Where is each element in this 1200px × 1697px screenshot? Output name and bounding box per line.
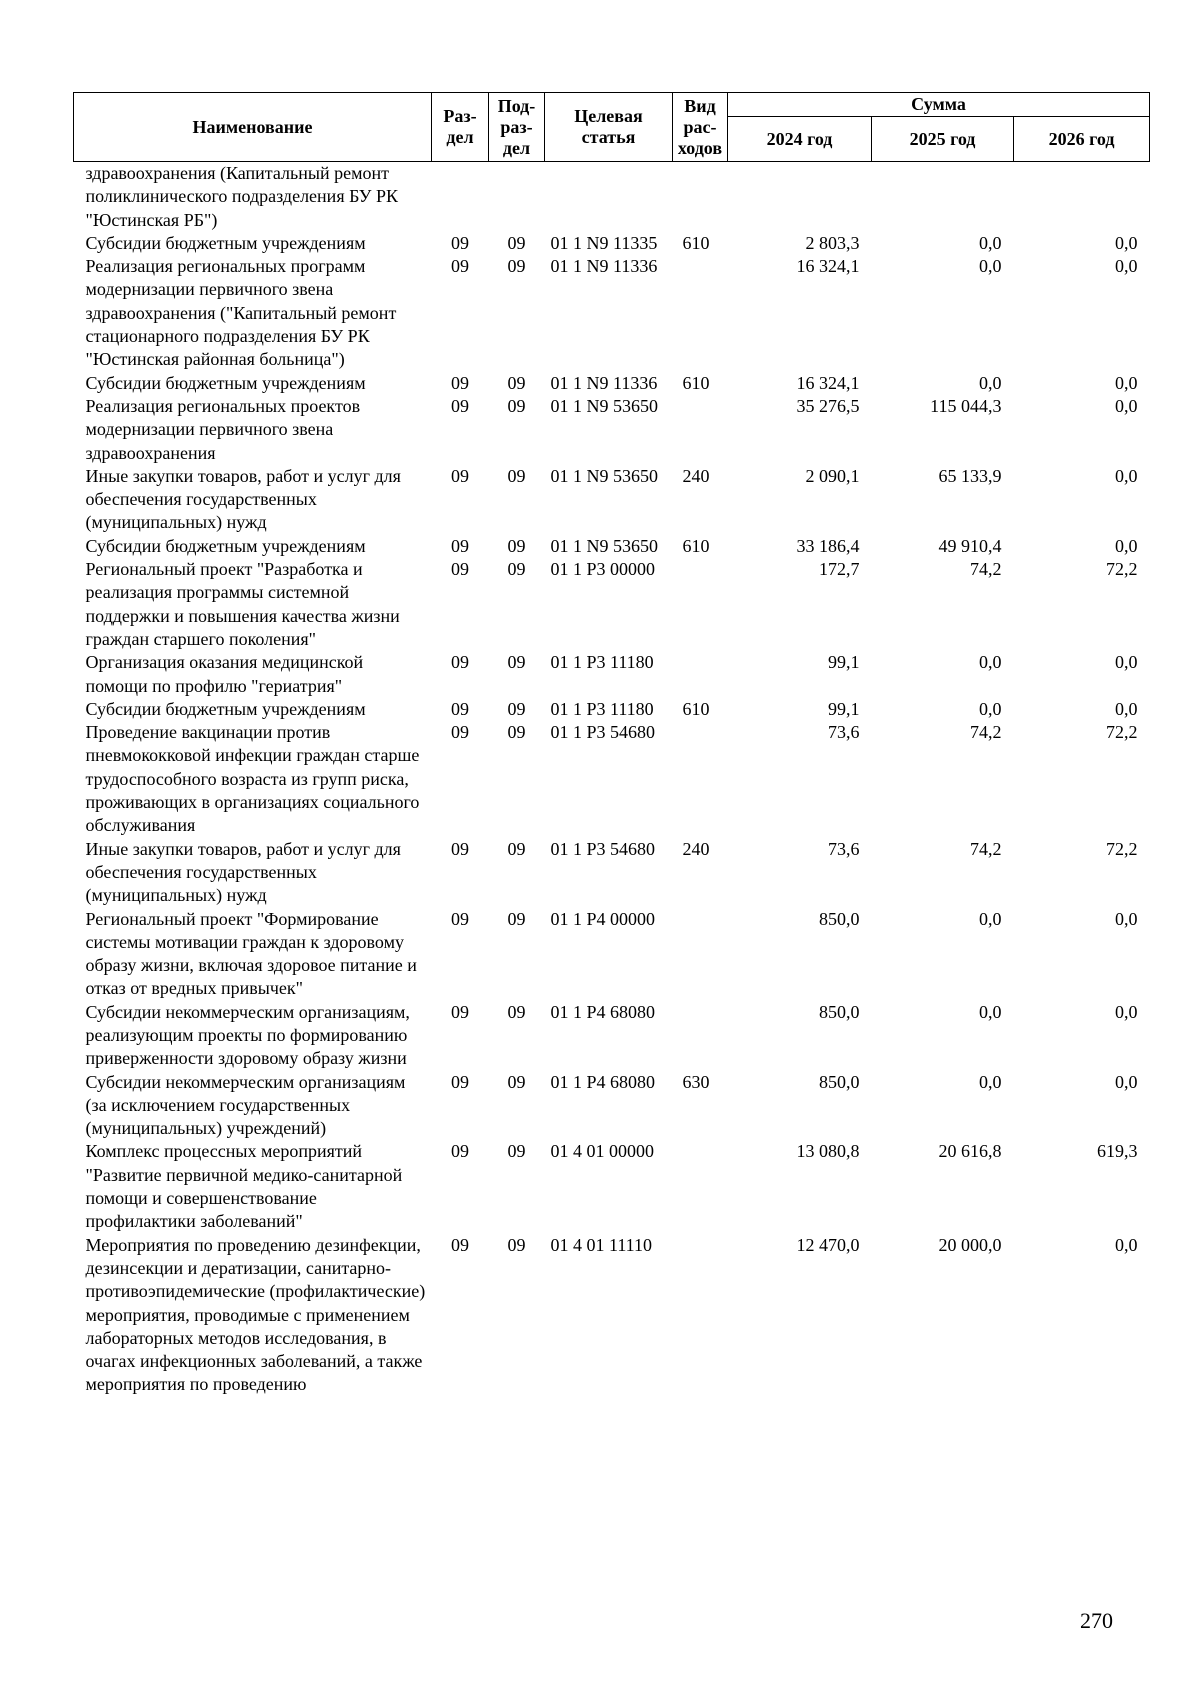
table-row xyxy=(74,395,1150,465)
row-vid-rashodov: 610 xyxy=(682,698,710,719)
header-year-2025: 2025 год xyxy=(872,117,1014,162)
row-sum-2024: 16 324,1 xyxy=(796,372,860,393)
header-razdel: Раз- дел xyxy=(432,93,489,162)
row-vid-rashodov xyxy=(673,651,728,698)
row-podrazdel: 09 xyxy=(507,256,526,277)
row-sum-2026: 0,0 xyxy=(1115,535,1138,556)
row-razdel: 09 xyxy=(451,722,469,743)
row-podrazdel: 09 xyxy=(507,1071,526,1092)
row-podrazdel: 09 xyxy=(507,395,526,416)
table-row xyxy=(74,162,1150,232)
row-sum-2026: 72,2 xyxy=(1106,838,1138,859)
row-sum-2025: 0,0 xyxy=(979,698,1002,719)
row-sum-2025: 0,0 xyxy=(979,372,1002,393)
row-celevaya-statya: 01 1 P4 68080 xyxy=(550,1001,656,1022)
header-vid-rashodov: Вид рас- ходов xyxy=(673,93,728,162)
row-sum-2024: 172,7 xyxy=(819,559,860,580)
row-name: Субсидии некоммерческим организациям, реализующим проекты по формированию приверженности здоровому образу жизни xyxy=(85,1001,410,1069)
row-celevaya-statya: 01 1 N9 53650 xyxy=(550,465,658,486)
row-sum-2025: 0,0 xyxy=(979,232,1002,253)
row-sum-2026: 0,0 xyxy=(1115,1001,1138,1022)
row-vid-rashodov: 610 xyxy=(682,372,710,393)
row-sum-2025: 0,0 xyxy=(979,1071,1002,1092)
row-sum-2026: 0,0 xyxy=(1115,465,1138,486)
row-podrazdel: 09 xyxy=(507,232,526,253)
row-name: Реализация региональных проектов модернизации первичного звена здравоохранения xyxy=(85,395,361,463)
table-row xyxy=(74,838,1150,908)
row-name: Иные закупки товаров, работ и услуг для обеспечения государственных (муниципальных) нужд xyxy=(85,838,401,906)
row-podrazdel: 09 xyxy=(507,372,526,393)
row-razdel: 09 xyxy=(451,1141,469,1162)
header-summa: Сумма xyxy=(728,93,1150,117)
row-razdel: 09 xyxy=(451,232,469,253)
row-sum-2026: 0,0 xyxy=(1115,256,1138,277)
row-name: Комплекс процессных мероприятий "Развитие первичной медико-санитарной помощи и совершенствование профилактики заболеваний" xyxy=(85,1141,403,1232)
row-name: Субсидии некоммерческим организациям (за исключением государственных (муниципальных) учреждений) xyxy=(85,1071,406,1139)
row-podrazdel: 09 xyxy=(507,652,526,673)
row-name: Субсидии бюджетным учреждениям xyxy=(85,232,366,253)
row-razdel: 09 xyxy=(451,698,469,719)
row-name: Мероприятия по проведению дезинфекции, дезинсекции и дератизации, санитарно-противоэпидемические (профилактические) мероприятия, проводимые с применением лабораторных методов исследования, в очагах инфекционных заболеваний, а также мероприятия по проведению xyxy=(85,1234,426,1395)
row-sum-2026: 619,3 xyxy=(1097,1141,1138,1162)
row-razdel: 09 xyxy=(451,256,469,277)
row-name: Субсидии бюджетным учреждениям xyxy=(85,372,366,393)
row-podrazdel: 09 xyxy=(507,465,526,486)
row-celevaya-statya: 01 1 N9 11336 xyxy=(550,372,658,393)
row-podrazdel xyxy=(489,162,545,232)
row-name: Реализация региональных программ модернизации первичного звена здравоохранения ("Капитальный ремонт стационарного подразделения БУ РК "Юстинская районная больница") xyxy=(85,256,397,370)
row-sum-2025: 0,0 xyxy=(979,908,1002,929)
table-row xyxy=(74,558,1150,651)
row-celevaya-statya: 01 1 P4 68080 xyxy=(550,1071,656,1092)
row-celevaya-statya: 01 1 N9 53650 xyxy=(550,535,658,556)
row-name: здравоохранения (Капитальный ремонт поликлинического подразделения БУ РК "Юстинская РБ") xyxy=(85,163,399,230)
row-razdel: 09 xyxy=(451,535,469,556)
row-vid-rashodov xyxy=(673,1140,728,1233)
row-vid-rashodov xyxy=(673,255,728,371)
row-podrazdel: 09 xyxy=(507,1001,526,1022)
row-sum-2026: 0,0 xyxy=(1115,1234,1138,1255)
row-sum-2025: 74,2 xyxy=(970,722,1002,743)
row-celevaya-statya: 01 1 P3 54680 xyxy=(550,838,656,859)
row-vid-rashodov xyxy=(673,721,728,837)
row-sum-2025: 115 044,3 xyxy=(930,395,1002,416)
row-sum-2024: 2 090,1 xyxy=(805,465,860,486)
row-podrazdel: 09 xyxy=(507,838,526,859)
table-row xyxy=(74,1001,1150,1071)
table-header xyxy=(74,93,1150,162)
row-podrazdel: 09 xyxy=(507,1141,526,1162)
row-razdel xyxy=(432,162,489,232)
row-razdel: 09 xyxy=(451,908,469,929)
row-vid-rashodov xyxy=(673,1001,728,1071)
row-celevaya-statya: 01 1 P3 11180 xyxy=(550,698,654,719)
row-vid-rashodov: 630 xyxy=(682,1071,710,1092)
row-vid-rashodov: 610 xyxy=(682,535,710,556)
row-sum-2026: 0,0 xyxy=(1115,395,1138,416)
row-vid-rashodov: 240 xyxy=(682,838,710,859)
row-celevaya-statya: 01 1 P4 00000 xyxy=(550,908,656,929)
row-sum-2025: 74,2 xyxy=(970,838,1002,859)
row-sum-2026: 0,0 xyxy=(1115,1071,1138,1092)
row-sum-2026: 0,0 xyxy=(1115,652,1138,673)
row-podrazdel: 09 xyxy=(507,535,526,556)
row-sum-2024: 35 276,5 xyxy=(796,395,860,416)
row-sum-2025: 20 000,0 xyxy=(938,1234,1002,1255)
row-podrazdel: 09 xyxy=(507,559,526,580)
row-sum-2024: 850,0 xyxy=(819,1071,860,1092)
row-sum-2024 xyxy=(728,162,872,232)
table-row xyxy=(74,1140,1150,1233)
row-sum-2025: 0,0 xyxy=(979,256,1002,277)
row-name: Региональный проект "Разработка и реализация программы системной поддержки и повышения качества жизни граждан старшего поколения" xyxy=(85,559,400,649)
row-podrazdel: 09 xyxy=(507,722,526,743)
row-razdel: 09 xyxy=(451,1071,469,1092)
row-razdel: 09 xyxy=(451,559,469,580)
row-razdel: 09 xyxy=(451,838,469,859)
row-name: Организация оказания медицинской помощи по профилю "гериатрия" xyxy=(85,652,364,696)
row-razdel: 09 xyxy=(451,395,469,416)
row-sum-2024: 73,6 xyxy=(828,838,860,859)
row-razdel: 09 xyxy=(451,1001,469,1022)
row-celevaya-statya: 01 1 N9 11335 xyxy=(550,232,658,253)
row-sum-2024: 16 324,1 xyxy=(796,256,860,277)
row-celevaya-statya: 01 1 P3 11180 xyxy=(550,652,654,673)
row-sum-2025 xyxy=(872,162,1014,232)
row-vid-rashodov xyxy=(673,162,728,232)
row-sum-2025: 0,0 xyxy=(979,1001,1002,1022)
table-row xyxy=(74,651,1150,698)
row-vid-rashodov xyxy=(673,1234,728,1397)
header-year-2024: 2024 год xyxy=(728,117,872,162)
row-name: Региональный проект "Формирование системы мотивации граждан к здоровому образу жизни, включая здоровое питание и отказ от вредных привычек" xyxy=(85,908,417,999)
row-sum-2025: 65 133,9 xyxy=(938,465,1002,486)
row-razdel: 09 xyxy=(451,1234,469,1255)
table-row xyxy=(74,535,1150,558)
table-row xyxy=(74,1234,1150,1397)
row-sum-2024: 99,1 xyxy=(828,652,860,673)
table-row xyxy=(74,255,1150,371)
row-celevaya-statya: 01 1 N9 53650 xyxy=(550,395,658,416)
row-sum-2025: 20 616,8 xyxy=(938,1141,1002,1162)
row-sum-2026: 72,2 xyxy=(1106,559,1138,580)
row-sum-2025: 74,2 xyxy=(970,559,1002,580)
table-row xyxy=(74,465,1150,535)
row-sum-2026: 0,0 xyxy=(1115,698,1138,719)
row-celevaya-statya: 01 4 01 11110 xyxy=(550,1234,652,1255)
row-celevaya-statya: 01 1 N9 11336 xyxy=(550,256,658,277)
row-sum-2024: 2 803,3 xyxy=(805,232,860,253)
table-row xyxy=(74,232,1150,255)
row-sum-2026: 0,0 xyxy=(1115,908,1138,929)
row-sum-2024: 13 080,8 xyxy=(796,1141,860,1162)
row-sum-2026: 0,0 xyxy=(1115,232,1138,253)
header-year-2026: 2026 год xyxy=(1014,117,1150,162)
row-celevaya-statya xyxy=(545,162,673,232)
table-row xyxy=(74,908,1150,1001)
row-razdel: 09 xyxy=(451,652,469,673)
row-sum-2024: 850,0 xyxy=(819,1001,860,1022)
row-sum-2025: 49 910,4 xyxy=(938,535,1002,556)
table-row xyxy=(74,698,1150,721)
header-name: Наименование xyxy=(74,93,432,162)
header-celevaya-statya: Целевая статья xyxy=(545,93,673,162)
row-name: Субсидии бюджетным учреждениям xyxy=(85,698,366,719)
table-body xyxy=(74,162,1150,1397)
budget-page xyxy=(73,92,1149,1397)
row-sum-2024: 73,6 xyxy=(828,722,860,743)
row-podrazdel: 09 xyxy=(507,1234,526,1255)
row-sum-2026 xyxy=(1014,162,1150,232)
header-podrazdel: Под- раз- дел xyxy=(489,93,545,162)
table-row xyxy=(74,372,1150,395)
row-sum-2024: 12 470,0 xyxy=(796,1234,860,1255)
row-podrazdel: 09 xyxy=(507,908,526,929)
row-sum-2024: 33 186,4 xyxy=(796,535,860,556)
row-celevaya-statya: 01 1 P3 54680 xyxy=(550,722,656,743)
row-name: Проведение вакцинации против пневмококковой инфекции граждан старше трудоспособного возраста из групп риска, проживающих в организациях социального обслуживания xyxy=(85,722,420,836)
row-razdel: 09 xyxy=(451,465,469,486)
table-row xyxy=(74,1071,1150,1141)
row-sum-2024: 99,1 xyxy=(828,698,860,719)
row-sum-2024: 850,0 xyxy=(819,908,860,929)
row-sum-2025: 0,0 xyxy=(979,652,1002,673)
row-celevaya-statya: 01 1 P3 00000 xyxy=(550,559,656,580)
budget-table xyxy=(73,92,1150,1397)
row-name: Субсидии бюджетным учреждениям xyxy=(85,535,366,556)
row-sum-2026: 72,2 xyxy=(1106,722,1138,743)
row-vid-rashodov xyxy=(673,395,728,465)
row-vid-rashodov xyxy=(673,558,728,651)
page-number: 270 xyxy=(1080,1608,1113,1633)
row-sum-2026: 0,0 xyxy=(1115,372,1138,393)
row-celevaya-statya: 01 4 01 00000 xyxy=(550,1141,654,1162)
table-row xyxy=(74,721,1150,837)
row-vid-rashodov xyxy=(673,908,728,1001)
row-vid-rashodov: 610 xyxy=(682,232,710,253)
row-name: Иные закупки товаров, работ и услуг для обеспечения государственных (муниципальных) нужд xyxy=(85,465,401,533)
row-podrazdel: 09 xyxy=(507,698,526,719)
row-vid-rashodov: 240 xyxy=(682,465,710,486)
row-razdel: 09 xyxy=(451,372,469,393)
